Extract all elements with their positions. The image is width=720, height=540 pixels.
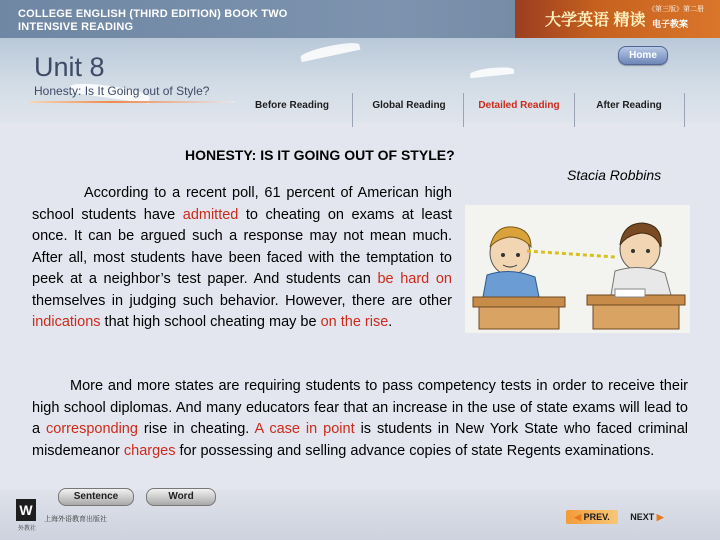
cheating-students-illustration — [465, 205, 690, 333]
publisher-logo: W — [16, 499, 36, 521]
tab-divider — [463, 93, 464, 127]
tab-before-reading[interactable]: Before Reading — [255, 100, 329, 111]
home-button[interactable]: Home — [618, 46, 668, 65]
brand-subtitle: 电子教案 — [652, 19, 689, 29]
tab-detailed-reading[interactable]: Detailed Reading — [478, 100, 560, 111]
publisher-logo-caption: 外教社 — [18, 526, 37, 532]
brand-edition: 《第三版》第二册 — [648, 6, 704, 13]
unit-title: Unit 8 — [34, 52, 105, 82]
tab-divider — [574, 93, 575, 127]
tab-after-reading[interactable]: After Reading — [596, 100, 662, 111]
unit-subtitle: Honesty: Is It Going out of Style? — [34, 84, 210, 98]
body-text: themselves in judging such behavior. However, there are other — [32, 292, 452, 309]
vocab-highlight[interactable]: on the rise — [320, 314, 389, 330]
brand-title: 大学英语 精读 — [545, 12, 646, 29]
next-button[interactable] — [622, 510, 672, 524]
seagull-decoration — [300, 40, 361, 62]
course-subtitle: INTENSIVE READING — [18, 21, 134, 33]
vocab-highlight[interactable]: admitted — [182, 206, 239, 223]
word-button[interactable]: Word — [146, 488, 216, 506]
body-text: rise in cheating. — [137, 421, 255, 437]
arrow-left-icon: ◀ — [574, 512, 584, 522]
seagull-decoration — [470, 66, 515, 79]
publisher-name: 上海外语教育出版社 — [44, 516, 107, 523]
body-text: According to a recent poll, 61 percent of American high school students have — [32, 185, 452, 223]
article-heading: HONESTY: IS IT GOING OUT OF STYLE? — [185, 147, 455, 163]
vocab-highlight[interactable]: charges — [123, 442, 176, 459]
tab-global-reading[interactable]: Global Reading — [372, 100, 446, 111]
body-text: that high school cheating may be — [100, 314, 321, 330]
tab-divider — [684, 93, 685, 127]
vocab-highlight[interactable]: indications — [32, 314, 101, 330]
vocab-highlight[interactable]: A case in point — [254, 421, 355, 437]
body-text: for possessing and selling advance copies of state Regents examinations. — [175, 442, 655, 459]
course-title: COLLEGE ENGLISH (THIRD EDITION) BOOK TWO — [18, 8, 288, 20]
body-text: is students in New York State who faced criminal misdemeanor — [32, 421, 688, 459]
tab-divider — [352, 93, 353, 127]
paragraph-1 — [32, 183, 452, 334]
title-underline — [30, 101, 235, 103]
vocab-highlight[interactable]: corresponding — [46, 421, 138, 437]
paragraph-2 — [32, 376, 688, 462]
body-text: to cheating on exams at least once. It can be argued such a response may not mean much. After all, most students have been faced with the temptation to peek at a neighbor’s test paper. And students can — [32, 206, 452, 287]
arrow-right-icon: ▶ — [654, 512, 664, 522]
next-label: NEXT — [630, 512, 655, 522]
article-author: Stacia Robbins — [567, 167, 662, 183]
body-text: . — [388, 314, 393, 330]
vocab-highlight[interactable]: be hard on — [377, 271, 452, 287]
body-text: More and more states are requiring students to pass competency tests in order to receive their high school diplomas. And many educators fear that an increase in the use of state exams will lead to a — [32, 378, 688, 437]
sentence-button[interactable]: Sentence — [58, 488, 134, 506]
prev-button[interactable] — [566, 510, 618, 524]
prev-label: PREV. — [583, 512, 610, 522]
